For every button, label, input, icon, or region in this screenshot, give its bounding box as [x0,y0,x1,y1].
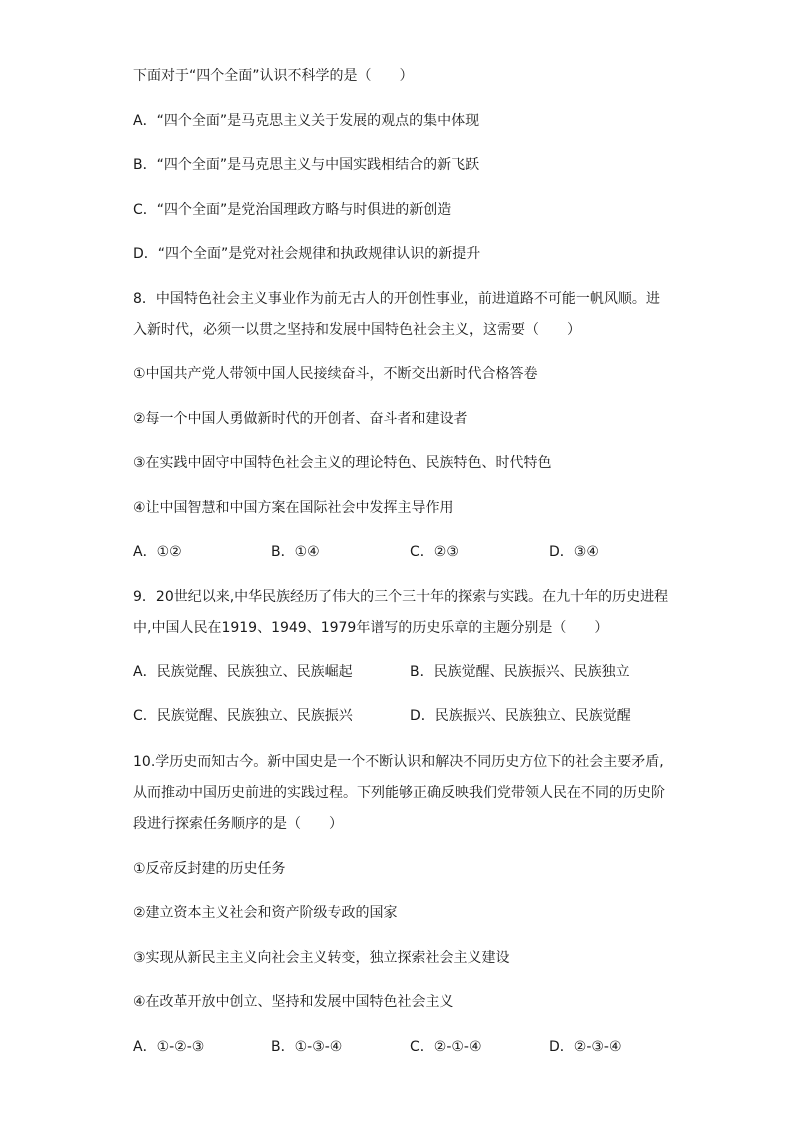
q10-stem-line2: 从而推动中国历史前进的实践过程。下列能够正确反映我们党带领人民在不同的历史阶 [133,785,665,801]
q9-option-b: B．民族觉醒、民族振兴、民族独立 [410,664,630,680]
q10-item-3: ③实现从新民主主义向社会主义转变，独立探索社会主义建设 [133,950,510,966]
q8-item-1: ①中国共产党人带领中国人民接续奋斗，不断交出新时代合格答卷 [133,366,538,382]
q8-option-a: A．①② [133,544,182,560]
q10-option-b: B．①-③-④ [271,1039,343,1055]
q7-option-c: C．“四个全面”是党治国理政方略与时俱进的新创造 [133,202,452,218]
q10-stem-line1: 10.学历史而知古今。新中国史是一个不断认识和解决不同历史方位下的社会主要矛盾, [133,754,664,770]
q8-option-b: B．①④ [271,544,320,560]
q7-option-d: D．“四个全面”是党对社会规律和执政规律认识的新提升 [133,246,481,262]
q10-stem-line3: 段进行探索任务顺序的是（ ） [133,816,343,832]
q10-option-c: C．②-①-④ [410,1039,482,1055]
q8-item-2: ②每一个中国人勇做新时代的开创者、奋斗者和建设者 [133,411,468,427]
q7-option-a: A．“四个全面”是马克思主义关于发展的观点的集中体现 [133,113,480,129]
q10-option-d: D．②-③-④ [549,1039,622,1055]
q9-option-a: A．民族觉醒、民族独立、民族崛起 [133,664,353,680]
q10-item-1: ①反帝反封建的历史任务 [133,861,286,877]
q9-option-d: D．民族振兴、民族独立、民族觉醒 [410,708,631,724]
q8-stem-line2: 入新时代，必须一以贯之坚持和发展中国特色社会主义，这需要（ ） [133,322,581,338]
q10-option-a: A．①-②-③ [133,1039,205,1055]
q8-item-3: ③在实践中固守中国特色社会主义的理论特色、民族特色、时代特色 [133,455,552,471]
q10-item-2: ②建立资本主义社会和资产阶级专政的国家 [133,905,398,921]
q7-option-b: B．“四个全面”是马克思主义与中国实践相结合的新飞跃 [133,157,480,173]
q9-stem-line1: 9．20世纪以来,中华民族经历了伟大的三个三十年的探索与实践。在九十年的历史进程 [133,589,669,605]
q9-option-c: C．民族觉醒、民族独立、民族振兴 [133,708,353,724]
q8-stem-line1: 8．中国特色社会主义事业作为前无古人的开创性事业，前进道路不可能一帆风顺。进 [133,291,660,307]
q8-item-4: ④让中国智慧和中国方案在国际社会中发挥主导作用 [133,500,454,516]
q8-option-d: D．③④ [549,544,599,560]
q7-stem: 下面对于“四个全面”认识不科学的是（ ） [133,68,414,84]
q8-option-c: C．②③ [410,544,459,560]
q9-stem-line2: 中,中国人民在1919、1949、1979年谱写的历史乐章的主题分别是（ ） [133,620,609,636]
q10-item-4: ④在改革开放中创立、坚持和发展中国特色社会主义 [133,994,454,1010]
